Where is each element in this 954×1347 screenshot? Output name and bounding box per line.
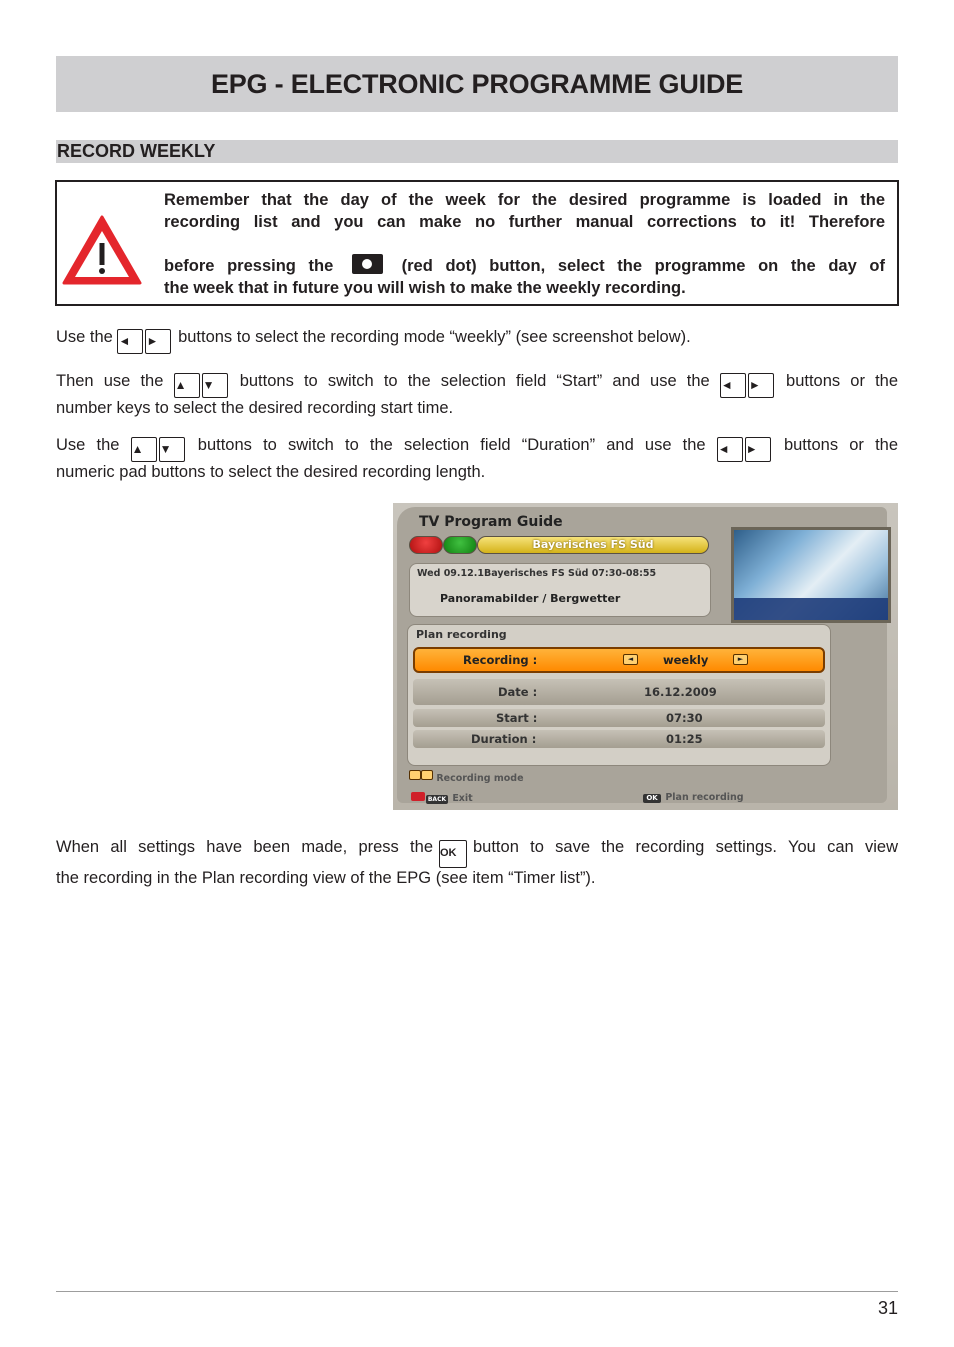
date-row (413, 679, 825, 705)
text-fragment: buttons or the (783, 436, 899, 454)
programme-info-box (409, 563, 711, 617)
row-label: Recording : (463, 653, 538, 667)
text-fragment: Use the (56, 328, 113, 346)
section-bar (56, 140, 898, 163)
recording-mode-row (413, 647, 825, 673)
down-arrow-key-icon: ▼ (159, 437, 185, 462)
row-label: Start : (496, 711, 538, 725)
legend-plan-recording (643, 792, 744, 803)
preview-overlay (734, 598, 888, 620)
right-arrow-key-icon: ► (145, 329, 171, 354)
plan-recording-title: Plan recording (416, 628, 507, 641)
legend-label: Recording mode (436, 773, 524, 784)
text-fragment: buttons to switch to the selection field “Duration” and use the (197, 436, 706, 454)
left-arrow-icon: ◄ (623, 654, 638, 665)
left-arrow-icon (409, 770, 421, 780)
text-line: numeric pad buttons to select the desired recording length. (56, 463, 486, 481)
tv-title: TV Program Guide (419, 514, 563, 530)
duration-row (413, 730, 825, 748)
warning-line (164, 254, 885, 278)
text-line: number keys to select the desired recording start time. (56, 399, 454, 417)
right-arrow-key-icon: ► (745, 437, 771, 462)
paragraph-2 (56, 371, 898, 419)
row-value: weekly (663, 653, 709, 667)
red-pill-icon (409, 536, 443, 554)
row-value: 07:30 (666, 711, 703, 725)
text-fragment: buttons or the (786, 372, 899, 390)
row-label: Date : (498, 685, 538, 699)
up-arrow-key-icon: ▲ (131, 437, 157, 462)
legend-label: Exit (452, 793, 473, 804)
text-line: the recording in the Plan recording view of the EPG (see item “Timer list”). (56, 869, 596, 887)
paragraph-4 (56, 837, 898, 889)
start-row (413, 709, 825, 727)
right-arrow-icon: ► (733, 654, 748, 665)
programme-title: Panoramabilder / Bergwetter (440, 592, 621, 605)
left-arrow-key-icon: ◄ (717, 437, 743, 462)
left-arrow-key-icon: ◄ (720, 373, 746, 398)
ok-button-icon: OK (643, 794, 661, 803)
paragraph-3 (56, 435, 898, 483)
red-dot-button-icon (352, 254, 383, 274)
right-arrow-icon (421, 770, 433, 780)
plan-recording-panel (407, 624, 831, 766)
video-preview (731, 527, 891, 623)
red-button-icon (411, 792, 425, 801)
paragraph-1 (56, 327, 898, 354)
warning-line: recording list and you can make no further manual corrections to it! Therefore (164, 212, 885, 231)
warning-text (164, 190, 885, 299)
programme-info-line: Wed 09.12.1Bayerisches FS Süd 07:30-08:55 (417, 568, 657, 579)
up-arrow-key-icon: ▲ (174, 373, 200, 398)
legend-exit (411, 792, 473, 804)
green-pill-icon (443, 536, 477, 554)
ok-key-icon: OK (439, 840, 467, 868)
title-bar (56, 56, 898, 112)
right-arrow-key-icon: ► (748, 373, 774, 398)
text-fragment: Then use the (56, 372, 164, 390)
page-title: EPG - ELECTRONIC PROGRAMME GUIDE (210, 68, 744, 99)
channel-bar: Bayerisches FS Süd (477, 536, 709, 554)
back-button-icon: BACK (427, 796, 447, 803)
section-title: RECORD WEEKLY (57, 141, 216, 161)
text-fragment: Use the (56, 436, 120, 454)
legend-label: Plan recording (665, 792, 744, 803)
warning-box (55, 180, 899, 306)
page-number: 31 (877, 1298, 898, 1318)
down-arrow-key-icon: ▼ (202, 373, 228, 398)
warning-line: the week that in future you will wish to make the weekly recording. (164, 278, 686, 297)
warning-text-fragment: (red dot) button, select the programme on the day of (401, 257, 886, 275)
footer-divider (56, 1291, 898, 1292)
text-fragment: buttons to select the recording mode “weekly” (see screenshot below). (178, 328, 691, 346)
row-value: 01:25 (666, 732, 703, 746)
tv-screenshot (393, 503, 898, 810)
text-fragment: When all settings have been made, press the (56, 838, 433, 856)
tv-frame (397, 507, 887, 803)
text-fragment: buttons to switch to the selection field “Start” and use the (239, 372, 710, 390)
row-value: 16.12.2009 (644, 685, 717, 699)
warning-line: Remember that the day of the week for the desired programme is loaded in the (164, 191, 885, 209)
warning-text-fragment: before pressing the (164, 257, 334, 275)
row-label: Duration : (471, 732, 537, 746)
text-fragment: button to save the recording settings. You can view (473, 838, 898, 856)
legend-recording-mode (409, 770, 524, 784)
warning-triangle-icon (61, 214, 143, 286)
left-arrow-key-icon: ◄ (117, 329, 143, 354)
